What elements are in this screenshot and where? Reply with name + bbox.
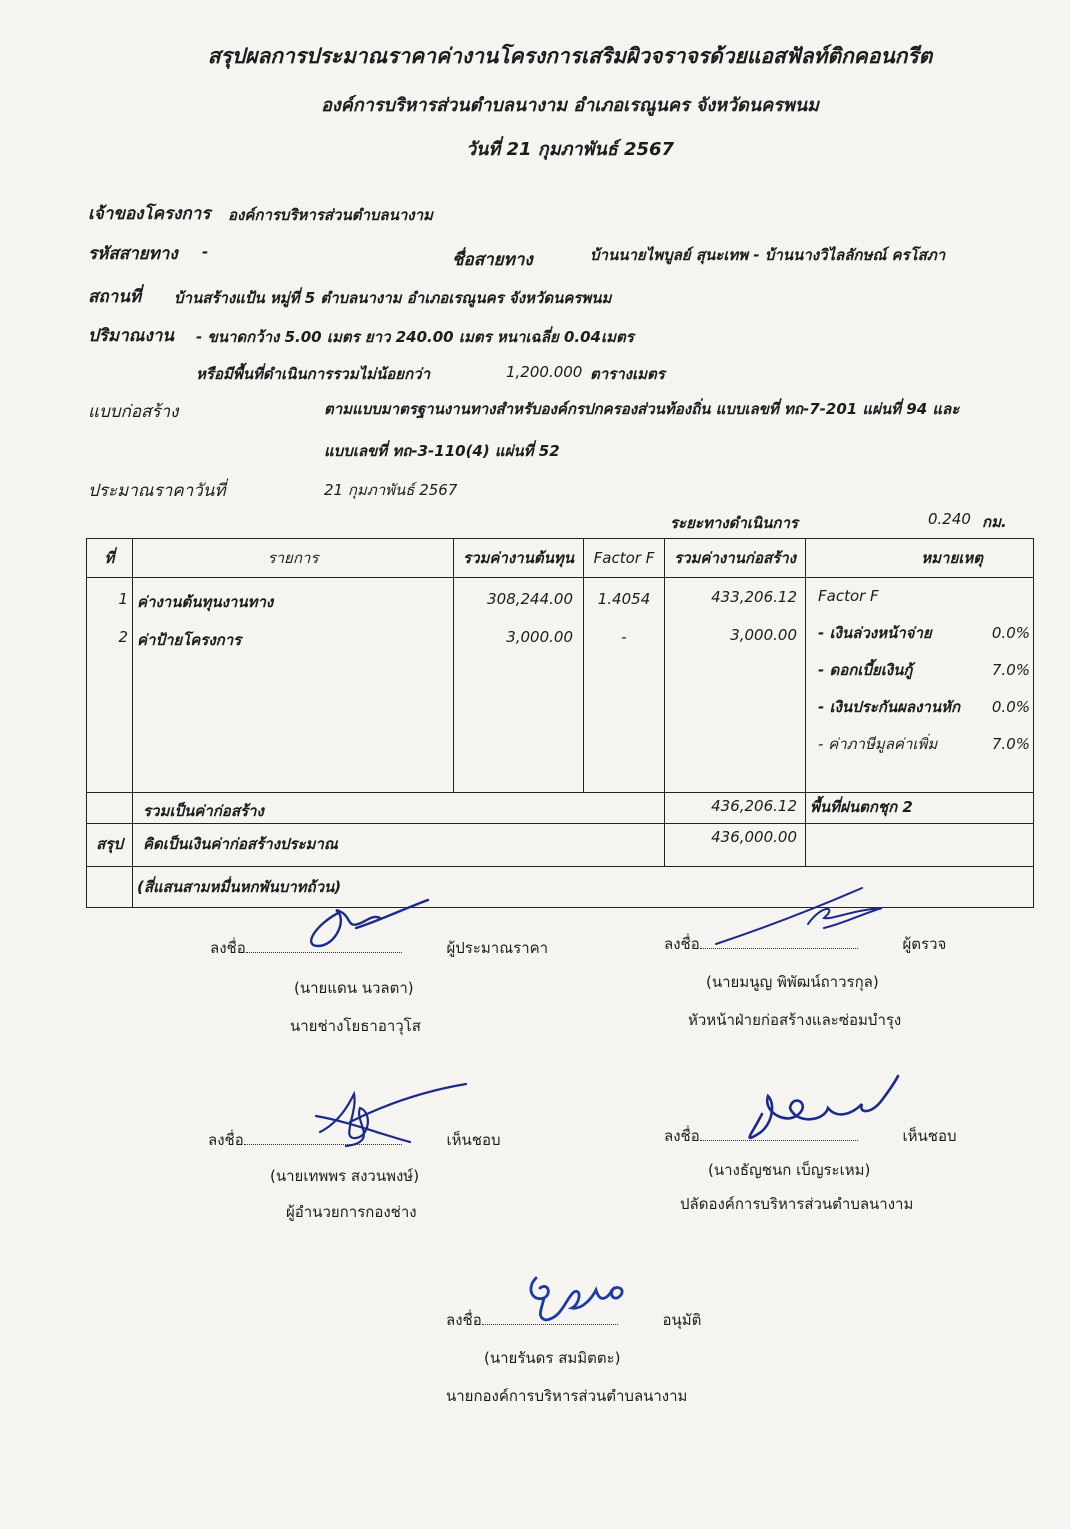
remark-advance — [818, 615, 1030, 652]
owner-value: องค์การบริหารส่วนตำบลนางาม — [228, 206, 433, 224]
organization-line: องค์การบริหารส่วนตำบลนางาม อำเภอเรณูนคร จังหวัดนครพนม — [321, 95, 819, 116]
row2-factor: - — [621, 628, 627, 646]
estimator-position: นายช่างโยธาอาวุโส — [290, 1017, 421, 1035]
remark-vat-label: - ค่าภาษีมูลค่าเพิ่ม — [818, 735, 938, 753]
row1-cost: 308,244.00 — [487, 590, 573, 608]
summary-text: คิดเป็นเงินค่าก่อสร้างประมาณ — [133, 824, 665, 867]
remarks-title: Factor F — [818, 587, 879, 605]
design-label: แบบก่อสร้าง — [88, 402, 179, 422]
route-name-label: ชื่อสายทาง — [452, 250, 533, 270]
area-label: หรือมีพื้นที่ดำเนินการรวมไม่น้อยกว่า — [196, 365, 431, 383]
remark-interest-label: - ดอกเบี้ยเงินกู้ — [818, 661, 913, 679]
sign-prefix: ลงชื่อ — [210, 939, 246, 957]
inspector-signature — [712, 884, 902, 954]
quantity-label: ปริมาณงาน — [88, 326, 174, 346]
mayor-signature — [522, 1268, 632, 1328]
remark-vat-value: 7.0% — [991, 735, 1030, 753]
row1-no: 1 — [118, 590, 128, 608]
subtotal-value: 436,206.12 — [665, 793, 806, 824]
amount-words: (สี่แสนสามหมื่นหกพันบาทถ้วน) — [133, 867, 1034, 908]
estimator-signature — [296, 898, 436, 958]
item-cost-cell — [454, 578, 584, 793]
header-item: รายการ — [133, 539, 454, 578]
remark-vat — [818, 726, 1030, 763]
owner-label: เจ้าของโครงการ — [88, 204, 211, 224]
row2-item: ค่าป้ายโครงการ — [137, 631, 242, 649]
sign-prefix-4: ลงชื่อ — [664, 1127, 700, 1145]
document-date: วันที่ 21 กุมภาพันธ์ 2567 — [465, 139, 675, 160]
table-body-row — [87, 578, 1034, 793]
subtotal-label: รวมเป็นค่าก่อสร้าง — [133, 793, 665, 824]
sign-prefix-3: ลงชื่อ — [208, 1131, 244, 1149]
row1-factor: 1.4054 — [597, 590, 651, 608]
location-label: สถานที่ — [88, 287, 142, 307]
mayor-name: (นายรันดร สมมิตตะ) — [484, 1349, 621, 1367]
remark-retention-value: 0.0% — [991, 698, 1030, 716]
area-unit: ตารางเมตร — [590, 365, 665, 383]
row1-item: ค่างานต้นทุนงานทาง — [137, 593, 274, 611]
director-position: ผู้อำนวยการกองช่าง — [286, 1203, 417, 1221]
inspector-position: หัวหน้าฝ่ายก่อสร้างและซ่อมบำรุง — [688, 1011, 902, 1029]
design-line-1: ตามแบบมาตรฐานงานทางสำหรับองค์กรปกครองส่วนท้องถิ่น แบบเลขที่ ทถ-7-201 แผ่นที่ 94 และ — [324, 400, 960, 418]
rain-zone: พื้นที่ฝนตกชุก 2 — [806, 793, 1034, 824]
item-factor-cell — [584, 578, 665, 793]
director-signature — [310, 1082, 470, 1162]
clerk-name: (นางธัญชนก เบ็ญระเหม) — [708, 1161, 871, 1179]
location-value: บ้านสร้างแป้น หมู่ที่ 5 ตำบลนางาม อำเภอเรณูนคร จังหวัดนครพนม — [174, 289, 612, 307]
remark-advance-label: - เงินล่วงหน้าจ่าย — [818, 624, 932, 642]
quantity-value: - ขนาดกว้าง 5.00 เมตร ยาว 240.00 เมตร หนาเฉลี่ย 0.04เมตร — [196, 328, 634, 346]
clerk-role: เห็นชอบ — [902, 1127, 957, 1145]
summary-label: สรุป — [87, 824, 133, 867]
remark-interest-value: 7.0% — [991, 661, 1030, 679]
estimate-date-value: 21 กุมภาพันธ์ 2567 — [324, 481, 458, 499]
mayor-role: อนุมัติ — [662, 1311, 702, 1329]
distance-value: 0.240 — [928, 510, 971, 528]
header-factor: Factor F — [584, 539, 665, 578]
sign-prefix-5: ลงชื่อ — [446, 1311, 482, 1329]
summary-value: 436,000.00 — [665, 824, 806, 867]
clerk-position: ปลัดองค์การบริหารส่วนตำบลนางาม — [680, 1195, 914, 1213]
row2-total: 3,000.00 — [730, 626, 797, 644]
route-code-label: รหัสสายทาง — [88, 244, 178, 264]
item-total-cell — [665, 578, 806, 793]
row2-cost: 3,000.00 — [506, 628, 573, 646]
row2-no: 2 — [118, 628, 128, 646]
estimator-role: ผู้ประมาณราคา — [446, 939, 549, 957]
director-role: เห็นชอบ — [446, 1131, 501, 1149]
distance-label: ระยะทางดำเนินการ — [670, 514, 798, 532]
clerk-signature — [732, 1074, 912, 1154]
remark-retention — [818, 689, 1030, 726]
estimate-date-label: ประมาณราคาวันที่ — [88, 481, 226, 501]
header-total: รวมค่างานก่อสร้าง — [665, 539, 806, 578]
estimate-table — [86, 538, 1034, 908]
route-code-value: - — [202, 243, 209, 261]
estimator-name: (นายแดน นวลตา) — [294, 979, 414, 997]
summary-row — [87, 824, 1034, 867]
design-line-2: แบบเลขที่ ทถ-3-110(4) แผ่นที่ 52 — [324, 442, 560, 460]
header-cost: รวมค่างานต้นทุน — [454, 539, 584, 578]
subtotal-row — [87, 793, 1034, 824]
sign-prefix-2: ลงชื่อ — [664, 935, 700, 953]
mayor-position: นายกองค์การบริหารส่วนตำบลนางาม — [446, 1387, 688, 1405]
header-no: ที่ — [87, 539, 133, 578]
route-name-value: บ้านนายไพบูลย์ สุนะเทพ - บ้านนางวิไลลักษณ์ ครโสภา — [590, 246, 946, 264]
inspector-name: (นายมนูญ พิพัฒน์ถาวรกุล) — [706, 973, 879, 991]
item-desc-cell — [133, 578, 454, 793]
remark-interest — [818, 652, 1030, 689]
header-remark: หมายเหตุ — [806, 539, 1034, 578]
table-header-row — [87, 539, 1034, 578]
remark-advance-value: 0.0% — [991, 624, 1030, 642]
item-no-cell — [87, 578, 133, 793]
inspector-role: ผู้ตรวจ — [902, 935, 947, 953]
director-name: (นายเทพพร สงวนพงษ์) — [270, 1167, 420, 1185]
document-title: สรุปผลการประมาณราคาค่างานโครงการเสริมผิวจราจรด้วยแอสฟัลท์ติกคอนกรีต — [207, 44, 933, 68]
area-value: 1,200.000 — [506, 363, 583, 381]
row1-total: 433,206.12 — [711, 588, 797, 606]
remark-retention-label: - เงินประกันผลงานหัก — [818, 698, 961, 716]
distance-unit: กม. — [982, 513, 1007, 531]
remarks-cell — [806, 578, 1034, 793]
